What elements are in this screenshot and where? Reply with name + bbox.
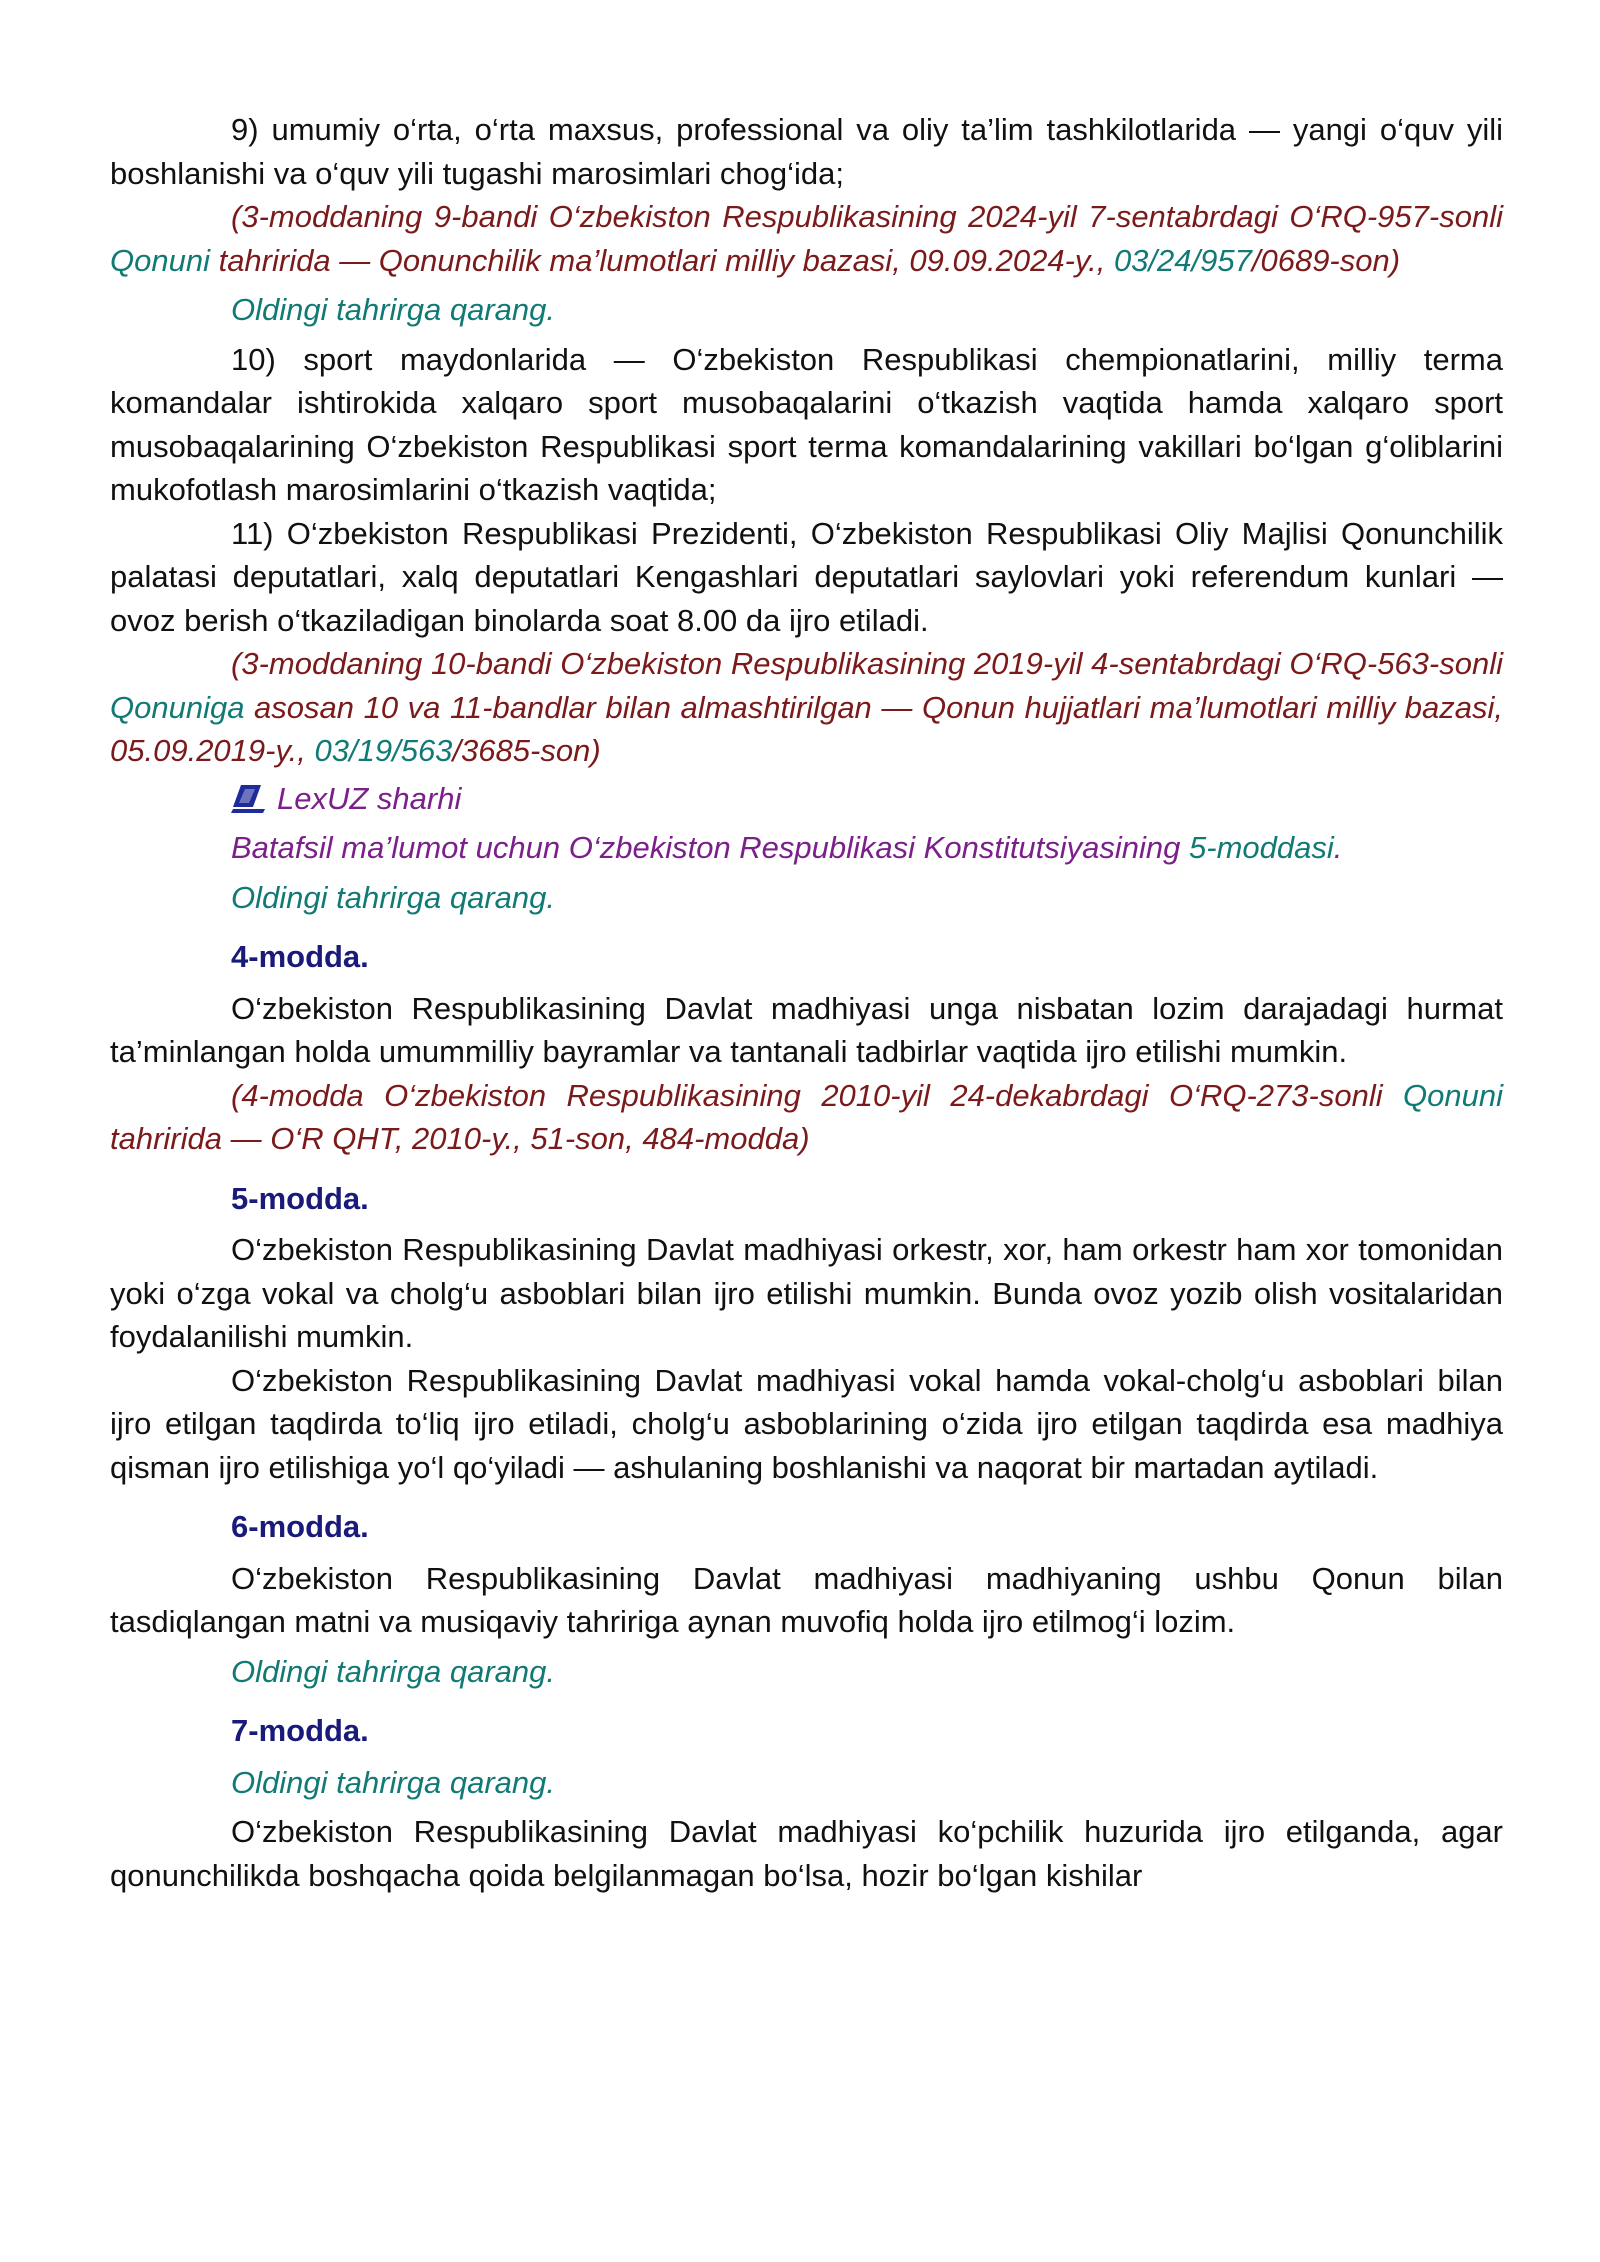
note-text: asosan 10 va 11-bandlar bilan almashtirilgan — Qonun hujjatlari ma’lumotlari milliy bazasi, 05.09.2019-y., — [110, 689, 1503, 768]
note-text: (3-moddaning 9-bandi O‘zbekiston Respublikasining 2024-yil 7-sentabrdagi O‘RQ-957-sonli — [231, 199, 1503, 234]
paragraph-item-9: 9) umumiy o‘rta, o‘rta maxsus, professional va oliy ta’lim tashkilotlarida — yangi o‘quv yili boshlanishi va o‘quv yili tugashi marosimlari chog‘ida; — [110, 112, 1503, 191]
commentary-text: . — [1333, 830, 1343, 865]
law-link[interactable]: Qonuniga — [110, 689, 245, 725]
database-link[interactable]: 03/19/563 — [314, 733, 453, 768]
note-text: /0689-son) — [1251, 242, 1401, 278]
article-5-paragraph-1: O‘zbekiston Respublikasining Davlat madhiyasi orkestr, xor, ham orkestr ham xor tomonidan yoki o‘zga vokal va cholg‘u asboblari bilan ijro etilishi mumkin. Bunda ovoz yozib olish vositalaridan foydalanilishi mumkin. — [110, 1232, 1503, 1354]
law-link[interactable]: Qonuni — [1403, 1077, 1503, 1113]
amendment-note-article-4 — [110, 1074, 1503, 1161]
note-text: tahririda — O‘R QHT, 2010-y., 51-son, 484-modda) — [110, 1121, 810, 1156]
note-text: /3685-son) — [452, 733, 601, 768]
paragraph-item-10: 10) sport maydonlarida — O‘zbekiston Respublikasi chempionatlarini, milliy terma komandalar ishtirokida xalqaro sport musobaqalarini o‘tkazish vaqtida hamda xalqaro sport musobaqalarining O‘zbekiston Respublikasi sport terma komandalarining vakillari bo‘lgan g‘oliblarini mukofotlash marosimlarini o‘tkazish vaqtida; — [110, 341, 1503, 507]
amendment-note-items-10-11 — [110, 642, 1503, 773]
lexuz-commentary-toggle[interactable] — [231, 777, 1503, 821]
lexuz-commentary-text — [231, 826, 1503, 870]
amendment-note-item-9 — [110, 195, 1503, 282]
lexuz-commentary-label: LexUZ sharhi — [277, 780, 462, 816]
note-text: (4-modda O‘zbekiston Respublikasining 2010-yil 24-dekabrdagi O‘RQ-273-sonli — [231, 1077, 1404, 1113]
commentary-text: Batafsil ma’lumot uchun O‘zbekiston Respublikasi Konstitutsiyasining — [231, 830, 1190, 865]
previous-version-link[interactable]: Oldingi tahrirga qarang. — [231, 879, 555, 915]
lexuz-logo-icon — [231, 781, 271, 815]
article-4-title: 4-modda. — [231, 939, 369, 974]
article-4-text: O‘zbekiston Respublikasining Davlat madhiyasi unga nisbatan lozim darajadagi hurmat ta’minlangan holda umummilliy bayramlar va tantanali tadbirlar vaqtida ijro etilishi mumkin. — [110, 990, 1503, 1069]
article-7-title: 7-modda. — [231, 1713, 369, 1748]
article-7-text: O‘zbekiston Respublikasining Davlat madhiyasi ko‘pchilik huzurida ijro etilganda, agar qonunchilikda boshqacha qoida belgilanmagan bo‘lsa, hozir bo‘lgan kishilar — [110, 1814, 1503, 1893]
article-6-text: O‘zbekiston Respublikasining Davlat madhiyasi madhiyaning ushbu Qonun bilan tasdiqlangan matni va musiqaviy tahririga aynan muvofiq holda ijro etilmog‘i lozim. — [110, 1560, 1503, 1639]
previous-version-link[interactable]: Oldingi tahrirga qarang. — [231, 292, 555, 327]
law-link[interactable]: Qonuni — [110, 242, 210, 278]
note-text: (3-moddaning 10-bandi O‘zbekiston Respublikasining 2019-yil 4-sentabrdagi O‘RQ-563-sonli — [231, 646, 1503, 681]
article-6-title: 6-modda. — [231, 1509, 369, 1544]
note-text: tahririda — Qonunchilik ma’lumotlari milliy bazasi, 09.09.2024-y., — [209, 242, 1114, 278]
previous-version-link[interactable]: Oldingi tahrirga qarang. — [231, 1764, 555, 1800]
constitution-article-link[interactable]: 5-moddasi — [1189, 830, 1334, 865]
paragraph-item-11: 11) O‘zbekiston Respublikasi Prezidenti, O‘zbekiston Respublikasi Oliy Majlisi Qonunchilik palatasi deputatlari, xalq deputatlari Kengashlari deputatlari saylovlari yoki referendum kunlari — ovoz berish o‘tkaziladigan binolarda soat 8.00 da ijro etiladi. — [110, 515, 1503, 638]
article-5-paragraph-2: O‘zbekiston Respublikasining Davlat madhiyasi vokal hamda vokal-cholg‘u asboblari bilan ijro etilgan taqdirda to‘liq ijro etiladi, cholg‘u asboblarining o‘zida ijro etilgan taqdirda esa madhiya qisman ijro etilishiga yo‘l qo‘yiladi — ashulaning boshlanishi va naqorat bir martadan aytiladi. — [110, 1362, 1503, 1485]
document-page — [110, 108, 1503, 1897]
previous-version-link[interactable]: Oldingi tahrirga qarang. — [231, 1653, 555, 1689]
article-5-title: 5-modda. — [231, 1180, 369, 1216]
database-link[interactable]: 03/24/957 — [1113, 242, 1252, 278]
